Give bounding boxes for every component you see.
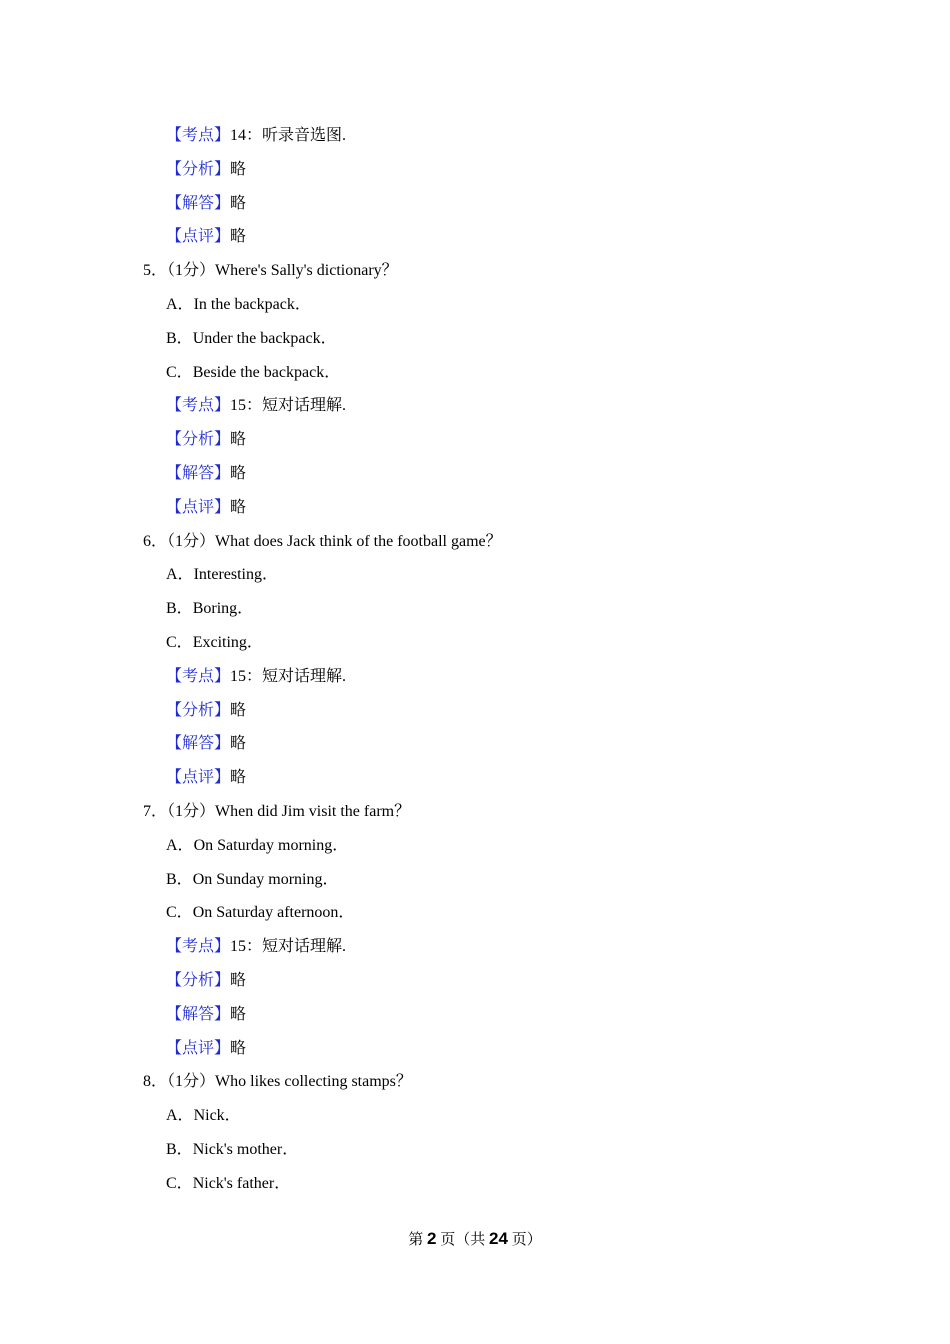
answer-option	[166, 836, 348, 856]
analysis-label: 【解答】	[166, 465, 231, 482]
option-letter: C．	[166, 634, 193, 651]
option-text: Nick's father．	[192, 1175, 291, 1192]
question-number: 6．	[143, 533, 168, 550]
question-score: （1分）	[167, 262, 216, 279]
question-text: When did Jim visit the farm？	[215, 803, 411, 820]
analysis-value: 14：听录音选图.	[230, 127, 347, 144]
option-letter: A．	[166, 296, 194, 313]
option-letter: A．	[166, 566, 194, 583]
analysis-line	[166, 160, 246, 180]
option-text: Interesting．	[193, 566, 278, 583]
analysis-label: 【解答】	[166, 735, 231, 752]
analysis-value: 略	[230, 465, 247, 482]
analysis-line	[166, 1039, 246, 1059]
question-number: 5．	[143, 262, 168, 279]
analysis-label: 【考点】	[166, 127, 231, 144]
analysis-value: 略	[230, 702, 247, 719]
analysis-label: 【点评】	[166, 499, 231, 516]
option-letter: C．	[166, 904, 193, 921]
analysis-line	[166, 768, 246, 788]
analysis-label: 【点评】	[166, 228, 231, 245]
analysis-label: 【分析】	[166, 702, 231, 719]
option-text: On Sunday morning．	[192, 871, 339, 888]
analysis-value: 略	[230, 228, 247, 245]
option-text: Exciting．	[192, 634, 263, 651]
option-text: Nick's mother．	[192, 1141, 299, 1158]
option-letter: A．	[166, 1107, 194, 1124]
option-letter: B．	[166, 1141, 193, 1158]
footer-page-number: 2	[427, 1229, 437, 1248]
option-letter: B．	[166, 600, 193, 617]
question-score: （1分）	[167, 803, 216, 820]
analysis-value: 略	[230, 769, 247, 786]
option-letter: C．	[166, 364, 193, 381]
answer-option	[166, 565, 278, 585]
option-text: Boring．	[192, 600, 254, 617]
question-score: （1分）	[167, 533, 216, 550]
analysis-line	[166, 734, 246, 754]
question-text: Who likes collecting stamps？	[215, 1073, 412, 1090]
analysis-value: 略	[230, 195, 247, 212]
analysis-line	[166, 1005, 246, 1025]
option-text: On Saturday morning．	[193, 837, 349, 854]
answer-option	[166, 903, 354, 923]
option-letter: B．	[166, 871, 193, 888]
analysis-label: 【考点】	[166, 668, 231, 685]
question-text: Where's Sally's dictionary？	[215, 262, 398, 279]
analysis-line	[166, 227, 246, 247]
analysis-value: 15：短对话理解.	[230, 668, 347, 685]
analysis-line	[166, 194, 246, 214]
analysis-line	[166, 701, 246, 721]
answer-option	[166, 633, 263, 653]
analysis-label: 【考点】	[166, 397, 231, 414]
answer-option	[166, 329, 337, 349]
analysis-line	[166, 126, 346, 146]
analysis-value: 略	[230, 972, 247, 989]
question-number: 8．	[143, 1073, 168, 1090]
question-stem	[143, 1072, 412, 1092]
analysis-value: 15：短对话理解.	[230, 938, 347, 955]
analysis-line	[166, 464, 246, 484]
answer-option	[166, 870, 338, 890]
analysis-value: 略	[230, 161, 247, 178]
analysis-label: 【点评】	[166, 769, 231, 786]
option-letter: A．	[166, 837, 194, 854]
analysis-line	[166, 667, 346, 687]
answer-option	[166, 1106, 241, 1126]
analysis-value: 略	[230, 1040, 247, 1057]
analysis-value: 略	[230, 499, 247, 516]
analysis-value: 15：短对话理解.	[230, 397, 347, 414]
analysis-line	[166, 971, 246, 991]
analysis-label: 【分析】	[166, 972, 231, 989]
footer-middle: 页（共	[440, 1232, 486, 1248]
analysis-value: 略	[230, 735, 247, 752]
analysis-label: 【考点】	[166, 938, 231, 955]
question-score: （1分）	[167, 1073, 216, 1090]
analysis-label: 【分析】	[166, 431, 231, 448]
footer-total-pages: 24	[489, 1229, 508, 1248]
question-stem	[143, 802, 410, 822]
analysis-label: 【解答】	[166, 1006, 231, 1023]
question-stem	[143, 532, 502, 552]
analysis-line	[166, 937, 346, 957]
answer-option	[166, 599, 253, 619]
option-letter: B．	[166, 330, 193, 347]
option-text: Nick．	[193, 1107, 241, 1124]
analysis-label: 【分析】	[166, 161, 231, 178]
option-text: Under the backpack．	[192, 330, 337, 347]
question-stem	[143, 261, 398, 281]
analysis-line	[166, 430, 246, 450]
analysis-value: 略	[230, 1006, 247, 1023]
answer-option	[166, 363, 340, 383]
analysis-label: 【点评】	[166, 1040, 231, 1057]
analysis-label: 【解答】	[166, 195, 231, 212]
footer-prefix: 第	[408, 1232, 424, 1248]
question-text: What does Jack think of the football game？	[215, 533, 502, 550]
page-footer	[0, 1229, 950, 1250]
answer-option	[166, 1140, 298, 1160]
footer-suffix: 页）	[511, 1232, 542, 1248]
option-text: Beside the backpack．	[192, 364, 341, 381]
question-number: 7．	[143, 803, 168, 820]
option-letter: C．	[166, 1175, 193, 1192]
answer-option	[166, 1174, 290, 1194]
analysis-line	[166, 396, 346, 416]
option-text: On Saturday afternoon．	[192, 904, 355, 921]
answer-option	[166, 295, 311, 315]
analysis-value: 略	[230, 431, 247, 448]
analysis-line	[166, 498, 246, 518]
option-text: In the backpack．	[193, 296, 311, 313]
